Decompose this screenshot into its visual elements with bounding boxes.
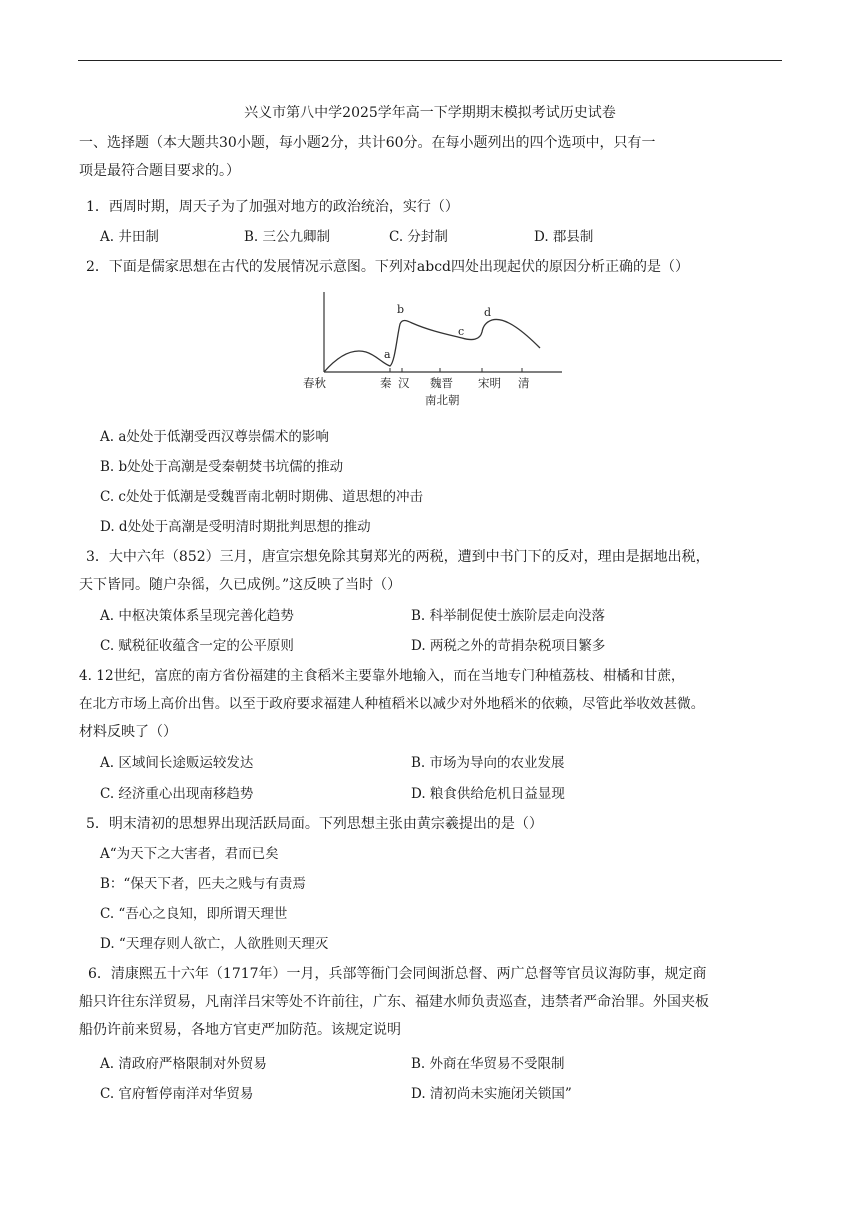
q5-option-b[interactable]: B：“保天下者，匹夫之贱与有责焉 xyxy=(100,876,306,892)
q6-stem-line1: 6．清康熙五十六年（1717年）一月，兵部等衙门会同闽浙总督、两广总督等官员议海防事，规定商 xyxy=(88,966,707,982)
x-tick-label-chunqiu: 春秋 xyxy=(303,376,326,390)
confucianism-development-chart xyxy=(300,286,570,414)
point-label-d: d xyxy=(484,306,492,319)
x-tick-label-qing: 清 xyxy=(518,376,530,390)
q4-stem-line3: 材料反映了（） xyxy=(79,724,177,740)
q2-option-b[interactable]: B. b处处于高潮是受秦朝焚书坑儒的推动 xyxy=(100,459,344,475)
q1-option-d[interactable]: D. 郡县制 xyxy=(534,229,594,245)
q2-option-c[interactable]: C. c处处于低潮是受魏晋南北朝时期佛、道思想的冲击 xyxy=(100,489,423,505)
q4-option-c[interactable]: C. 经济重心出现南移趋势 xyxy=(100,786,254,802)
section-instructions-line2: 项是最符合题目要求的。） xyxy=(79,163,240,179)
x-sublabel-nanbeichao: 南北朝 xyxy=(425,393,460,407)
q2-option-a[interactable]: A. a处处于低潮受西汉尊崇儒术的影响 xyxy=(100,429,329,445)
point-label-b: b xyxy=(397,303,405,316)
q3-stem-line1: 3．大中六年（852）三月，唐宣宗想免除其舅郑光的两税，遭到中书门下的反对，理由是据地出税， xyxy=(86,549,710,565)
q5-stem: 5．明末清初的思想界出现活跃局面。下列思想主张由黄宗羲提出的是（） xyxy=(86,816,543,832)
q2-stem: 2．下面是儒家思想在古代的发展情况示意图。下列对abcd四处出现起伏的原因分析正确的是（） xyxy=(86,259,690,275)
q4-option-a[interactable]: A. 区域间长途贩运较发达 xyxy=(100,755,254,771)
q6-option-d[interactable]: D. 清初尚未实施闭关锁国” xyxy=(411,1086,572,1102)
q6-stem-line3: 船仍许前来贸易，各地方官吏严加防范。该规定说明 xyxy=(79,1022,401,1038)
section-instructions-line1: 一、选择题（本大题共30小题，每小题2分，共计60分。在每小题列出的四个选项中，只有一 xyxy=(79,135,656,151)
q5-option-d[interactable]: D. “天理存则人欲亡，人欲胜则天理灭 xyxy=(100,936,329,952)
q2-option-d[interactable]: D. d处处于高潮是受明清时期批判思想的推动 xyxy=(100,519,371,535)
q3-stem-line2: 天下皆同。随户杂徭，久已成例。”这反映了当时（） xyxy=(79,577,402,593)
x-tick-label-weijin: 魏晋 xyxy=(430,376,453,390)
q4-option-b[interactable]: B. 市场为导向的农业发展 xyxy=(411,755,565,771)
q1-option-c[interactable]: C. 分封制 xyxy=(389,229,448,245)
q3-option-a[interactable]: A. 中枢决策体系呈现完善化趋势 xyxy=(100,608,294,624)
q6-option-a[interactable]: A. 清政府严格限制对外贸易 xyxy=(100,1056,267,1072)
q1-option-b[interactable]: B. 三公九卿制 xyxy=(244,229,331,245)
q4-stem-line1: 4. 12世纪，富庶的南方省份福建的主食稻米主要靠外地输入，而在当地专门种植荔枝、柑橘和甘蔗， xyxy=(79,668,685,684)
q6-option-b[interactable]: B. 外商在华贸易不受限制 xyxy=(411,1056,565,1072)
q3-option-d[interactable]: D. 两税之外的苛捐杂税项目繁多 xyxy=(411,638,606,654)
x-tick-label-qin: 秦 xyxy=(380,376,392,390)
q3-option-b[interactable]: B. 科举制促使士族阶层走向没落 xyxy=(411,608,606,624)
q3-option-c[interactable]: C. 赋税征收蕴含一定的公平原则 xyxy=(100,638,294,654)
trend-line xyxy=(324,319,540,372)
q4-option-d[interactable]: D. 粮食供给危机日益显现 xyxy=(411,786,565,802)
q4-stem-line2: 在北方市场上高价出售。以至于政府要求福建人种植稻米以减少对外地稻米的依赖，尽管此举收效甚微。 xyxy=(79,696,705,712)
header-rule xyxy=(78,60,782,61)
x-tick-label-han: 汉 xyxy=(398,376,410,390)
q6-stem-line2: 船只许往东洋贸易，凡南洋吕宋等处不许前往，广东、福建水师负责巡查，违禁者严命治罪。外国夹板 xyxy=(79,994,709,1010)
exam-title: 兴义市第八中学2025学年高一下学期期末模拟考试历史试卷 xyxy=(244,105,616,121)
q1-option-a[interactable]: A. 井田制 xyxy=(100,229,159,245)
q5-option-a[interactable]: A“为天下之大害者，君而已矣 xyxy=(100,846,279,862)
q1-stem: 1．西周时期，周天子为了加强对地方的政治统治，实行（） xyxy=(86,199,459,215)
point-label-c: c xyxy=(458,325,465,338)
x-tick-label-songming: 宋明 xyxy=(478,376,501,390)
point-label-a: a xyxy=(384,348,391,361)
q5-option-c[interactable]: C. “吾心之良知，即所谓天理世 xyxy=(100,906,288,922)
q6-option-c[interactable]: C. 官府暂停南洋对华贸易 xyxy=(100,1086,254,1102)
